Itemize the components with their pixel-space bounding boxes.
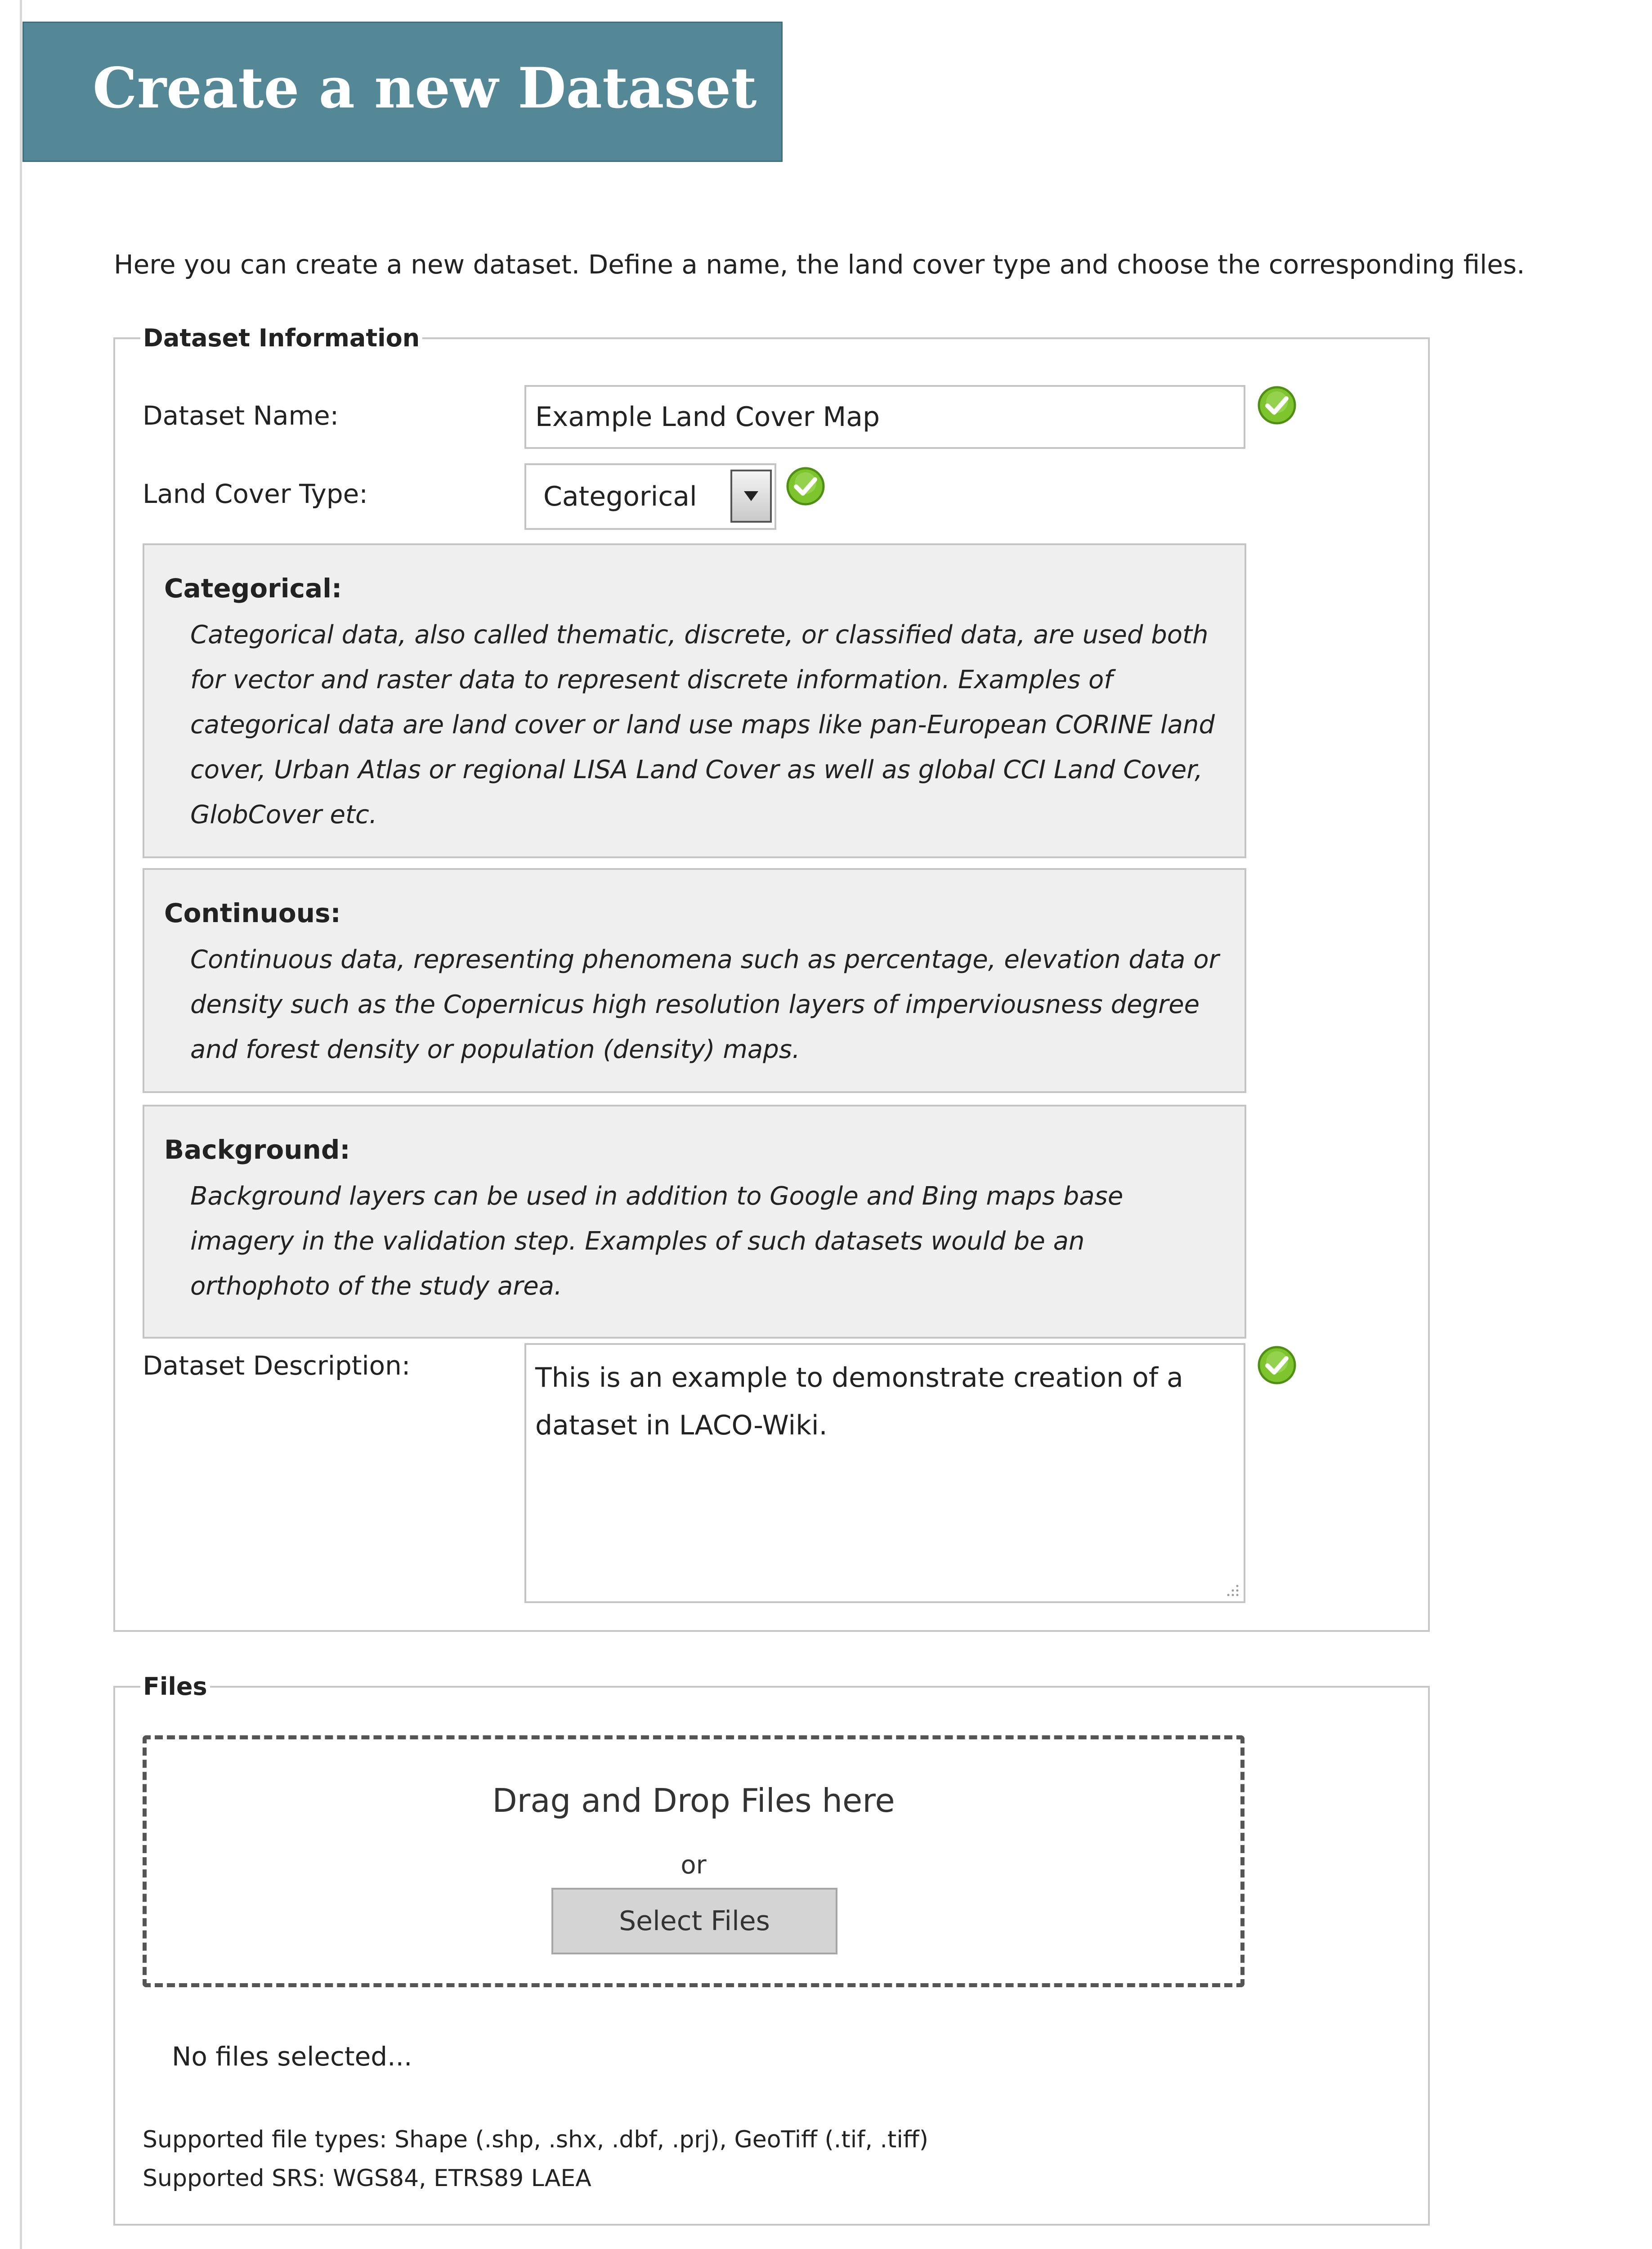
left-border <box>20 0 22 2249</box>
land-cover-type-select[interactable] <box>524 463 776 530</box>
description-line: GlobCover etc. <box>190 800 377 829</box>
selected-option: Categorical <box>543 481 697 512</box>
dataset-name-input[interactable] <box>524 385 1245 449</box>
file-status: No files selected... <box>172 2041 412 2072</box>
land-cover-type-label: Land Cover Type: <box>143 479 368 509</box>
check-circle-icon <box>1257 385 1297 426</box>
supported-srs: Supported SRS: WGS84, ETRS89 LAEA <box>143 2165 591 2192</box>
select-files-button[interactable]: Select Files <box>551 1888 837 1954</box>
drop-zone-or: or <box>680 1850 707 1880</box>
textarea-line: This is an example to demonstrate creation of a <box>535 1362 1183 1393</box>
description-line: Categorical data, also called thematic, discrete, or classified data, are used both <box>190 620 1209 650</box>
dataset-information-section <box>113 324 1430 1632</box>
description-line: Background layers can be used in addition to Google and Bing maps base <box>190 1182 1124 1211</box>
resize-grip-icon[interactable] <box>1225 1582 1240 1598</box>
page-title: Create a new Dataset <box>93 56 757 121</box>
section-legend: Dataset Information <box>140 324 422 353</box>
drop-zone-title: Drag and Drop Files here <box>492 1782 895 1819</box>
textarea-line: dataset in LACO-Wiki. <box>535 1410 828 1441</box>
description-line: density such as the Copernicus high resolution layers of imperviousness degree <box>190 990 1200 1019</box>
file-drop-zone[interactable] <box>143 1735 1245 1987</box>
section-legend: Files <box>140 1672 210 1701</box>
files-section <box>113 1672 1430 2226</box>
intro-text: Here you can create a new dataset. Define a name, the land cover type and choose the corresponding files. <box>114 249 1525 280</box>
description-line: and forest density or population (density) maps. <box>190 1035 800 1064</box>
description-line: imagery in the validation step. Examples of such datasets would be an <box>190 1227 1085 1256</box>
dataset-name-label: Dataset Name: <box>143 400 339 431</box>
dataset-description-textarea[interactable] <box>524 1343 1245 1603</box>
description-line: for vector and raster data to represent discrete information. Examples of <box>190 665 1113 694</box>
dataset-description-label: Dataset Description: <box>143 1350 411 1381</box>
check-circle-icon <box>1257 1345 1297 1385</box>
chevron-down-icon <box>743 490 759 502</box>
supported-file-types: Supported file types: Shape (.shp, .shx, .dbf, .prj), GeoTiff (.tif, .tiff) <box>143 2126 929 2153</box>
description-title: Categorical: <box>164 573 342 604</box>
continuous-description <box>143 868 1246 1093</box>
check-circle-icon <box>785 466 826 506</box>
description-title: Continuous: <box>164 898 341 928</box>
dropdown-button[interactable] <box>730 470 772 523</box>
background-description <box>143 1105 1246 1339</box>
description-line: Continuous data, representing phenomena such as percentage, elevation data or <box>190 945 1219 974</box>
categorical-description <box>143 543 1246 858</box>
description-title: Background: <box>164 1134 350 1165</box>
description-line: categorical data are land cover or land use maps like pan-European CORINE land <box>190 710 1215 739</box>
description-line: orthophoto of the study area. <box>190 1272 562 1301</box>
description-line: cover, Urban Atlas or regional LISA Land Cover as well as global CCI Land Cover, <box>190 755 1203 784</box>
